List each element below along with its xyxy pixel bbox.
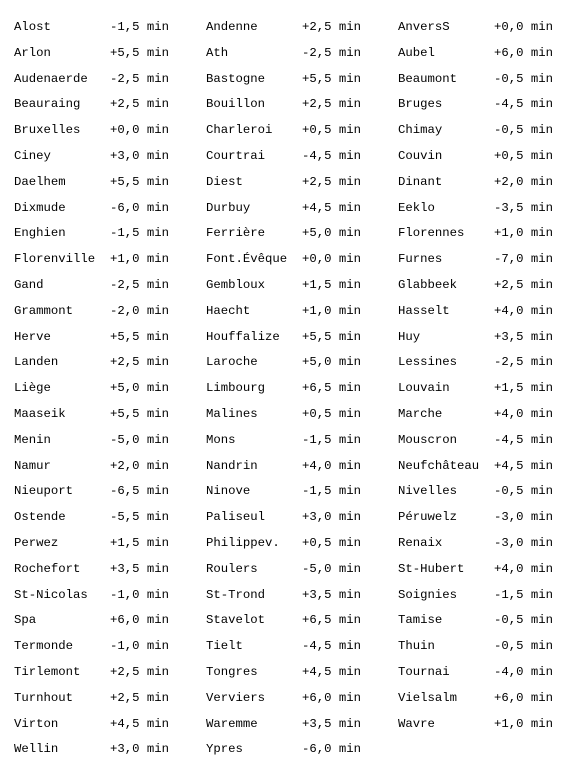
time-offset: -6,0 min bbox=[110, 200, 170, 215]
time-offset: +2,0 min bbox=[494, 174, 554, 189]
table-row bbox=[206, 302, 392, 328]
time-offset: +6,0 min bbox=[494, 45, 554, 60]
city-name: Ciney bbox=[14, 148, 51, 163]
time-offset: +1,5 min bbox=[302, 277, 362, 292]
time-offset: +5,5 min bbox=[302, 71, 362, 86]
time-offset: -1,5 min bbox=[494, 587, 554, 602]
time-offset: +3,5 min bbox=[494, 329, 554, 344]
table-row bbox=[206, 199, 392, 225]
time-offset: -5,0 min bbox=[302, 561, 362, 576]
table-row bbox=[398, 173, 581, 199]
table-row bbox=[206, 405, 392, 431]
city-name: Landen bbox=[14, 355, 59, 370]
time-offset: +2,5 min bbox=[302, 174, 362, 189]
table-row bbox=[14, 95, 200, 121]
city-name: Vielsalm bbox=[398, 690, 458, 705]
city-name: St-Hubert bbox=[398, 561, 465, 576]
table-row bbox=[14, 224, 200, 250]
time-offset: -4,5 min bbox=[494, 97, 554, 112]
city-name: Marche bbox=[398, 406, 443, 421]
city-name: Dinant bbox=[398, 174, 443, 189]
table-row bbox=[14, 431, 200, 457]
city-name: Haecht bbox=[206, 303, 251, 318]
city-name: Mons bbox=[206, 432, 236, 447]
time-offset: +0,5 min bbox=[302, 123, 362, 138]
table-row bbox=[14, 740, 200, 766]
table-row bbox=[206, 328, 392, 354]
table-row bbox=[206, 611, 392, 637]
city-name: Verviers bbox=[206, 690, 266, 705]
time-offset: -0,5 min bbox=[494, 484, 554, 499]
table-row bbox=[14, 379, 200, 405]
table-row bbox=[398, 147, 581, 173]
table-row bbox=[14, 637, 200, 663]
time-offset: -2,5 min bbox=[302, 45, 362, 60]
city-name: Daelhem bbox=[14, 174, 66, 189]
time-offset: -0,5 min bbox=[494, 613, 554, 628]
time-offset: -2,0 min bbox=[110, 303, 170, 318]
time-offset: -7,0 min bbox=[494, 252, 554, 267]
table-row bbox=[14, 560, 200, 586]
table-row bbox=[206, 250, 392, 276]
time-offset: -2,5 min bbox=[494, 355, 554, 370]
table-row bbox=[206, 534, 392, 560]
city-name: Renaix bbox=[398, 535, 443, 550]
time-offset: +1,0 min bbox=[302, 303, 362, 318]
city-name: Ypres bbox=[206, 742, 243, 757]
table-row bbox=[398, 302, 581, 328]
city-name: Courtrai bbox=[206, 148, 266, 163]
table-row bbox=[398, 353, 581, 379]
city-name: Gembloux bbox=[206, 277, 266, 292]
time-offset: +4,0 min bbox=[494, 406, 554, 421]
table-row bbox=[206, 70, 392, 96]
city-name: Bouillon bbox=[206, 97, 266, 112]
time-offset: +4,0 min bbox=[302, 458, 362, 473]
table-row bbox=[398, 276, 581, 302]
table-row bbox=[14, 715, 200, 741]
table-row bbox=[14, 689, 200, 715]
table-row bbox=[398, 586, 581, 612]
city-name: Nivelles bbox=[398, 484, 458, 499]
table-row bbox=[206, 224, 392, 250]
table-row bbox=[398, 482, 581, 508]
city-name: Maaseik bbox=[14, 406, 66, 421]
table-row bbox=[14, 276, 200, 302]
table-row bbox=[206, 508, 392, 534]
table-row bbox=[14, 44, 200, 70]
time-offset: +0,5 min bbox=[302, 406, 362, 421]
city-name: Rochefort bbox=[14, 561, 81, 576]
city-name: Malines bbox=[206, 406, 258, 421]
table-row bbox=[14, 611, 200, 637]
table-row bbox=[14, 121, 200, 147]
time-offset: +6,0 min bbox=[302, 690, 362, 705]
time-offset: +4,0 min bbox=[494, 303, 554, 318]
city-name: Ath bbox=[206, 45, 229, 60]
table-row bbox=[206, 44, 392, 70]
city-name: Namur bbox=[14, 458, 51, 473]
table-row bbox=[14, 250, 200, 276]
city-name: Florenville bbox=[14, 252, 96, 267]
time-offset: +5,0 min bbox=[302, 355, 362, 370]
city-name: Florennes bbox=[398, 226, 465, 241]
table-row bbox=[14, 328, 200, 354]
time-offset: -1,0 min bbox=[110, 587, 170, 602]
table-row bbox=[14, 147, 200, 173]
city-name: Chimay bbox=[398, 123, 443, 138]
time-offset: +0,0 min bbox=[494, 20, 554, 34]
table-row bbox=[14, 302, 200, 328]
city-name: Alost bbox=[14, 20, 51, 34]
time-offset: -3,0 min bbox=[494, 510, 554, 525]
table-row bbox=[14, 482, 200, 508]
table-row bbox=[398, 457, 581, 483]
city-name: Font.Évêque bbox=[206, 252, 288, 267]
table-row bbox=[398, 250, 581, 276]
table-row bbox=[206, 18, 392, 44]
table-row bbox=[398, 405, 581, 431]
table-row bbox=[398, 379, 581, 405]
table-row bbox=[206, 147, 392, 173]
time-offset: +2,5 min bbox=[302, 20, 362, 34]
time-offset: +2,5 min bbox=[494, 277, 554, 292]
table-row bbox=[206, 121, 392, 147]
city-name: Tielt bbox=[206, 639, 243, 654]
table-row bbox=[398, 534, 581, 560]
table-row bbox=[398, 637, 581, 663]
city-name: Grammont bbox=[14, 303, 74, 318]
city-name: Audenaerde bbox=[14, 71, 88, 86]
city-name: Soignies bbox=[398, 587, 458, 602]
time-offset: +0,0 min bbox=[110, 123, 170, 138]
city-name: Tamise bbox=[398, 613, 443, 628]
city-name: Termonde bbox=[14, 639, 74, 654]
city-name: Philippev. bbox=[206, 535, 280, 550]
city-name: AnversS bbox=[398, 20, 450, 34]
time-offset: -5,5 min bbox=[110, 510, 170, 525]
time-offset: -1,5 min bbox=[110, 20, 170, 34]
time-offset: +6,0 min bbox=[494, 690, 554, 705]
time-offset: +2,5 min bbox=[110, 97, 170, 112]
city-name: St-Nicolas bbox=[14, 587, 88, 602]
city-name: Bruges bbox=[398, 97, 443, 112]
city-name: Tournai bbox=[398, 664, 450, 679]
table-row bbox=[14, 663, 200, 689]
city-name: Bruxelles bbox=[14, 123, 81, 138]
time-offset: -2,5 min bbox=[110, 277, 170, 292]
time-offset: +3,0 min bbox=[302, 510, 362, 525]
time-offset: +2,5 min bbox=[110, 664, 170, 679]
city-name: Péruwelz bbox=[398, 510, 458, 525]
city-name: Arlon bbox=[14, 45, 51, 60]
table-row bbox=[206, 431, 392, 457]
table-row bbox=[398, 715, 581, 741]
time-offset: +3,5 min bbox=[110, 561, 170, 576]
time-offset: -1,5 min bbox=[302, 484, 362, 499]
time-offset: -4,0 min bbox=[494, 664, 554, 679]
time-offset: +5,5 min bbox=[110, 329, 170, 344]
table-row bbox=[398, 611, 581, 637]
city-name: Charleroi bbox=[206, 123, 273, 138]
table-row bbox=[398, 508, 581, 534]
time-offset: +6,5 min bbox=[302, 613, 362, 628]
time-offset: +0,0 min bbox=[302, 252, 362, 267]
city-name: Durbuy bbox=[206, 200, 251, 215]
time-offset: +5,0 min bbox=[110, 381, 170, 396]
city-name: Ferrière bbox=[206, 226, 266, 241]
time-offset: +1,5 min bbox=[494, 381, 554, 396]
city-name: Aubel bbox=[398, 45, 435, 60]
city-name: Eeklo bbox=[398, 200, 435, 215]
city-name: Furnes bbox=[398, 252, 443, 267]
table-row bbox=[398, 663, 581, 689]
time-offset: -4,5 min bbox=[494, 432, 554, 447]
table-row bbox=[206, 173, 392, 199]
time-offset: +4,0 min bbox=[494, 561, 554, 576]
time-offset: +3,0 min bbox=[110, 742, 170, 757]
table-row bbox=[206, 586, 392, 612]
time-offset: +1,0 min bbox=[494, 716, 554, 731]
time-offset: -1,5 min bbox=[110, 226, 170, 241]
city-name: St-Trond bbox=[206, 587, 266, 602]
table-row bbox=[398, 560, 581, 586]
time-offset: -3,5 min bbox=[494, 200, 554, 215]
city-name: Louvain bbox=[398, 381, 450, 396]
time-offset: +0,5 min bbox=[494, 148, 554, 163]
table-row bbox=[398, 121, 581, 147]
table-column bbox=[14, 18, 200, 766]
city-name: Bastogne bbox=[206, 71, 266, 86]
table-column bbox=[398, 18, 581, 740]
city-name: Lessines bbox=[398, 355, 458, 370]
city-name: Houffalize bbox=[206, 329, 280, 344]
time-offset: +2,5 min bbox=[302, 97, 362, 112]
city-name: Diest bbox=[206, 174, 243, 189]
city-name: Nandrin bbox=[206, 458, 258, 473]
time-offset: +4,5 min bbox=[110, 716, 170, 731]
time-offset: +4,5 min bbox=[302, 200, 362, 215]
table-row bbox=[398, 18, 581, 44]
time-offset: -5,0 min bbox=[110, 432, 170, 447]
city-name: Ninove bbox=[206, 484, 251, 499]
table-row bbox=[398, 199, 581, 225]
table-row bbox=[206, 353, 392, 379]
city-name: Wellin bbox=[14, 742, 59, 757]
city-name: Paliseul bbox=[206, 510, 266, 525]
city-name: Huy bbox=[398, 329, 421, 344]
time-offset: -6,5 min bbox=[110, 484, 170, 499]
city-name: Mouscron bbox=[398, 432, 458, 447]
time-offset: +2,5 min bbox=[110, 690, 170, 705]
table-row bbox=[14, 353, 200, 379]
table-row bbox=[398, 95, 581, 121]
city-name: Liège bbox=[14, 381, 51, 396]
city-name: Herve bbox=[14, 329, 51, 344]
table-row bbox=[206, 457, 392, 483]
table-row bbox=[206, 482, 392, 508]
table-row bbox=[206, 276, 392, 302]
time-offset: -6,0 min bbox=[302, 742, 362, 757]
table-row bbox=[14, 457, 200, 483]
city-name: Thuin bbox=[398, 639, 435, 654]
time-offset: -1,0 min bbox=[110, 639, 170, 654]
city-name: Stavelot bbox=[206, 613, 266, 628]
table-row bbox=[398, 70, 581, 96]
city-name: Menin bbox=[14, 432, 51, 447]
time-offset: +5,5 min bbox=[110, 174, 170, 189]
table-row bbox=[14, 18, 200, 44]
city-name: Couvin bbox=[398, 148, 443, 163]
city-name: Gand bbox=[14, 277, 44, 292]
table-row bbox=[206, 95, 392, 121]
city-name: Ostende bbox=[14, 510, 66, 525]
table-row bbox=[14, 508, 200, 534]
table-row bbox=[398, 431, 581, 457]
table-row bbox=[14, 70, 200, 96]
table-row bbox=[206, 663, 392, 689]
table-row bbox=[14, 534, 200, 560]
city-name: Tirlemont bbox=[14, 664, 81, 679]
time-offset: -4,5 min bbox=[302, 639, 362, 654]
city-name: Laroche bbox=[206, 355, 258, 370]
city-name: Glabbeek bbox=[398, 277, 458, 292]
table-row bbox=[398, 224, 581, 250]
time-offset: +4,5 min bbox=[302, 664, 362, 679]
table-row bbox=[206, 379, 392, 405]
time-offset: +5,5 min bbox=[110, 45, 170, 60]
time-offset: +5,5 min bbox=[302, 329, 362, 344]
time-offset: +1,0 min bbox=[110, 252, 170, 267]
city-name: Turnhout bbox=[14, 690, 74, 705]
time-offset: +3,5 min bbox=[302, 716, 362, 731]
time-offset: -0,5 min bbox=[494, 123, 554, 138]
time-offset: +1,0 min bbox=[494, 226, 554, 241]
table-column bbox=[206, 18, 392, 766]
table-row bbox=[14, 586, 200, 612]
time-offset: +0,5 min bbox=[302, 535, 362, 550]
time-offset: +6,5 min bbox=[302, 381, 362, 396]
time-offset: +3,5 min bbox=[302, 587, 362, 602]
time-offset: +5,5 min bbox=[110, 406, 170, 421]
time-offset: -0,5 min bbox=[494, 71, 554, 86]
city-name: Hasselt bbox=[398, 303, 450, 318]
time-offset: -1,5 min bbox=[302, 432, 362, 447]
table-row bbox=[14, 405, 200, 431]
table-row bbox=[398, 689, 581, 715]
time-offset: +4,5 min bbox=[494, 458, 554, 473]
city-name: Waremme bbox=[206, 716, 258, 731]
time-offset: -3,0 min bbox=[494, 535, 554, 550]
time-offset: +2,5 min bbox=[110, 355, 170, 370]
city-name: Beauraing bbox=[14, 97, 81, 112]
city-name: Wavre bbox=[398, 716, 435, 731]
table-row bbox=[206, 637, 392, 663]
city-name: Enghien bbox=[14, 226, 66, 241]
time-offset: +6,0 min bbox=[110, 613, 170, 628]
table-row bbox=[398, 328, 581, 354]
city-name: Andenne bbox=[206, 20, 258, 34]
city-name: Spa bbox=[14, 613, 37, 628]
city-name: Roulers bbox=[206, 561, 258, 576]
city-name: Tongres bbox=[206, 664, 258, 679]
time-offset: +3,0 min bbox=[110, 148, 170, 163]
table-row bbox=[206, 740, 392, 766]
table-row bbox=[206, 715, 392, 741]
table-row bbox=[206, 689, 392, 715]
city-name: Virton bbox=[14, 716, 59, 731]
time-offset: -0,5 min bbox=[494, 639, 554, 654]
table-row bbox=[14, 199, 200, 225]
table-row bbox=[398, 44, 581, 70]
table-row bbox=[14, 173, 200, 199]
table-row bbox=[206, 560, 392, 586]
time-offset: -2,5 min bbox=[110, 71, 170, 86]
time-offset: +2,0 min bbox=[110, 458, 170, 473]
time-offset: +1,5 min bbox=[110, 535, 170, 550]
city-name: Nieuport bbox=[14, 484, 74, 499]
city-name: Dixmude bbox=[14, 200, 66, 215]
city-name: Neufchâteau bbox=[398, 458, 480, 473]
city-name: Perwez bbox=[14, 535, 59, 550]
time-offset: +5,0 min bbox=[302, 226, 362, 241]
time-offset: -4,5 min bbox=[302, 148, 362, 163]
city-name: Limbourg bbox=[206, 381, 266, 396]
city-name: Beaumont bbox=[398, 71, 458, 86]
